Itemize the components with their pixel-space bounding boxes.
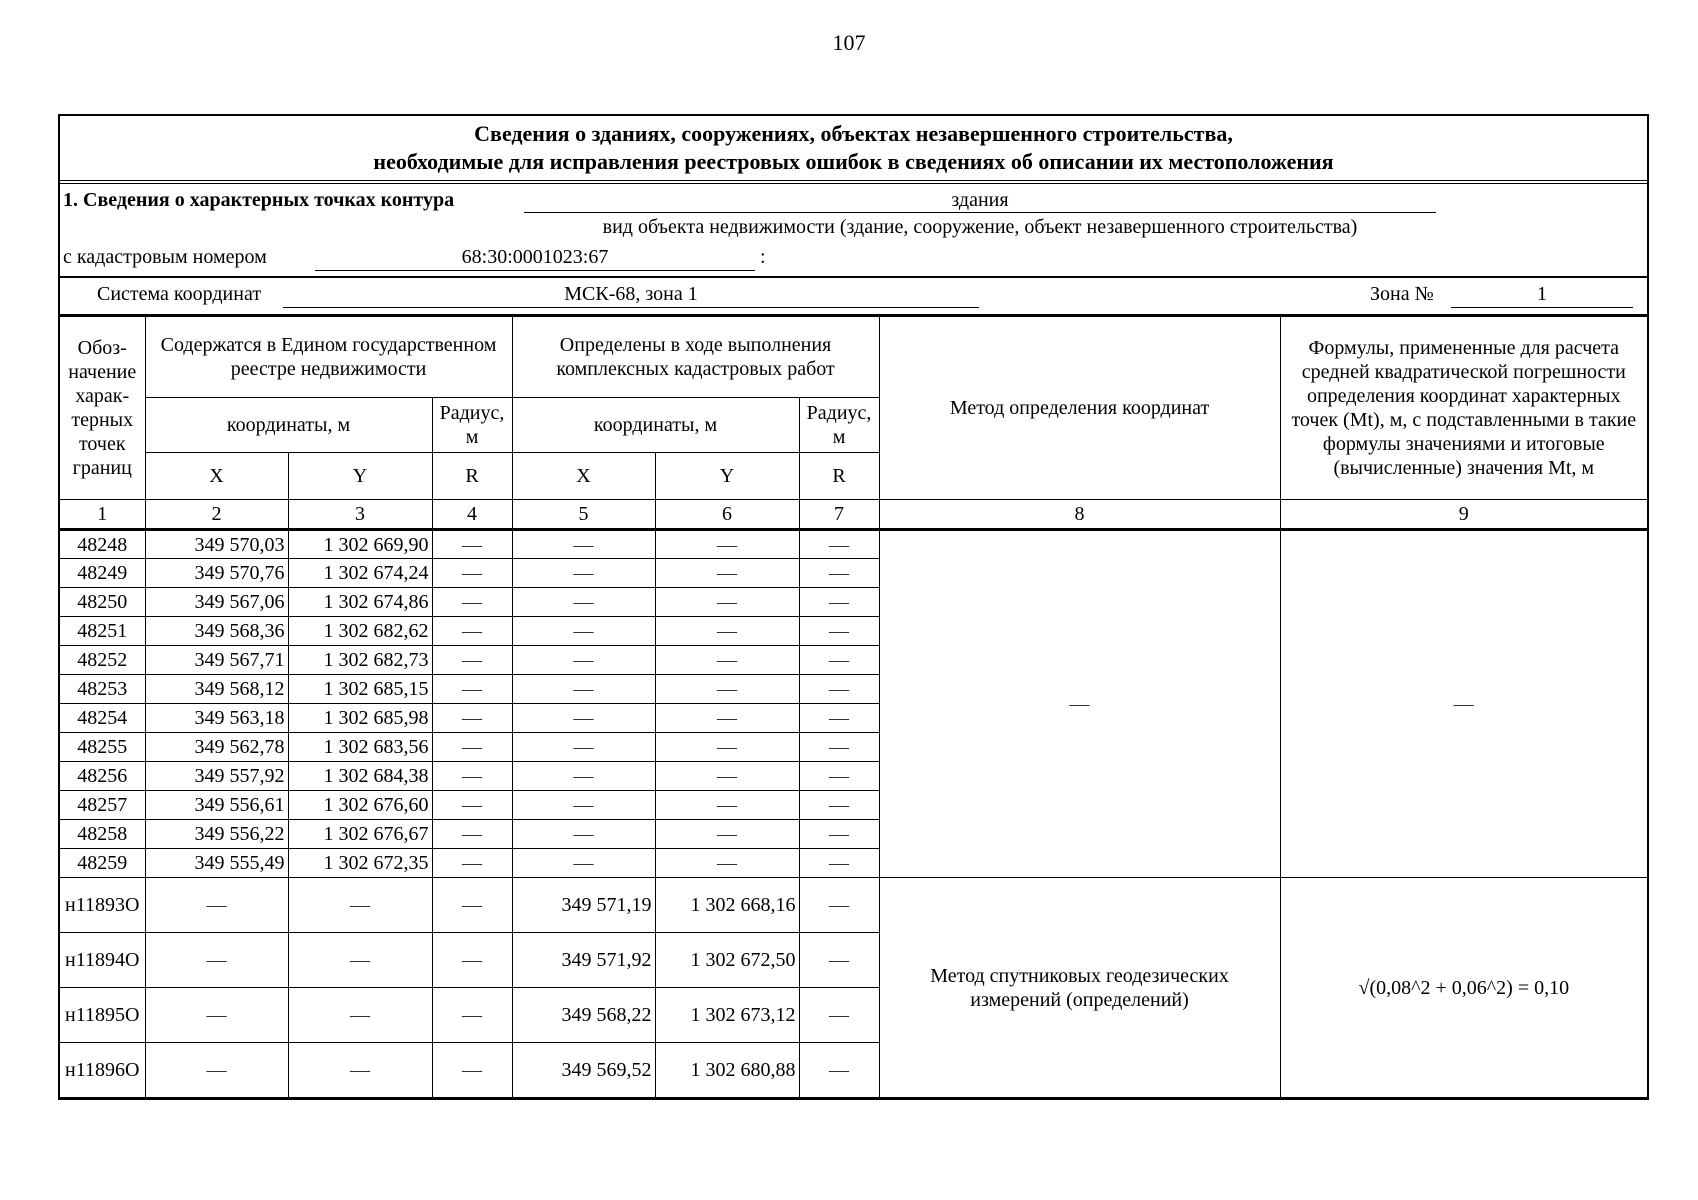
coordinate-system	[60, 278, 1647, 316]
kkr-y: 1 302 680,88	[655, 1043, 799, 1098]
cadastral-underline	[315, 270, 755, 271]
header-formula: Формулы, примененные для расчета средней квадратической погрешности определения координат характерных точек (Mt), м, с подставленными в такие формулы значениями и итоговые (вычисленные) значения Mt, м	[1280, 317, 1647, 500]
cadastral-number: 68:30:0001023:67	[461, 246, 609, 268]
empty-value: —	[432, 933, 512, 988]
header-kkr-x: X	[512, 453, 655, 500]
cadastral-suffix: :	[760, 246, 766, 268]
empty-value: —	[655, 762, 799, 791]
document-frame	[58, 114, 1649, 1100]
empty-value: —	[432, 849, 512, 878]
empty-value: —	[432, 791, 512, 820]
zone-underline	[1451, 307, 1633, 308]
empty-value: —	[799, 559, 879, 588]
egrn-x: 349 570,76	[145, 559, 288, 588]
point-id: 48257	[60, 791, 145, 820]
header-egrn-coords: координаты, м	[145, 398, 432, 453]
empty-value: —	[432, 559, 512, 588]
empty-value: —	[145, 1043, 288, 1098]
kkr-x: 349 571,92	[512, 933, 655, 988]
col-number: 3	[288, 500, 432, 530]
point-id: 48248	[60, 530, 145, 559]
col-number: 8	[879, 500, 1280, 530]
col-number: 9	[1280, 500, 1647, 530]
point-id: 48250	[60, 588, 145, 617]
empty-value: —	[655, 617, 799, 646]
empty-value: —	[432, 617, 512, 646]
egrn-y: 1 302 676,67	[288, 820, 432, 849]
empty-value: —	[799, 733, 879, 762]
point-id: 48258	[60, 820, 145, 849]
egrn-y: 1 302 683,56	[288, 733, 432, 762]
kkr-x: 349 569,52	[512, 1043, 655, 1098]
point-id: 48259	[60, 849, 145, 878]
col-number: 5	[512, 500, 655, 530]
egrn-x: 349 556,61	[145, 791, 288, 820]
coord-system-underline	[283, 307, 979, 308]
empty-value: —	[799, 617, 879, 646]
header-kkr-y: Y	[655, 453, 799, 500]
kkr-y: 1 302 672,50	[655, 933, 799, 988]
empty-value: —	[655, 588, 799, 617]
empty-value: —	[799, 646, 879, 675]
empty-value: —	[432, 675, 512, 704]
empty-value: —	[799, 791, 879, 820]
title-line-2: необходимые для исправления реестровых ошибок в сведениях об описании их местоположения	[373, 149, 1334, 174]
kkr-y: 1 302 668,16	[655, 878, 799, 933]
coord-system-label: Система координат	[97, 283, 262, 305]
egrn-x: 349 556,22	[145, 820, 288, 849]
empty-value: —	[432, 733, 512, 762]
new-formula: √(0,08^2 + 0,06^2) = 0,10	[1280, 878, 1647, 1098]
egrn-x: 349 563,18	[145, 704, 288, 733]
header-egrn: Содержатся в Едином государственном реестре недвижимости	[145, 317, 512, 398]
existing-formula: —	[1280, 530, 1647, 878]
new-method: Метод спутниковых геодезических измерений (определений)	[879, 878, 1280, 1098]
point-id: 48254	[60, 704, 145, 733]
title-line-1: Сведения о зданиях, сооружениях, объектах незавершенного строительства,	[474, 121, 1233, 146]
empty-value: —	[432, 1043, 512, 1098]
egrn-y: 1 302 684,38	[288, 762, 432, 791]
header-egrn-r: R	[432, 453, 512, 500]
empty-value: —	[288, 1043, 432, 1098]
object-kind-value: здания	[951, 189, 1009, 211]
header-point-id: Обоз-начение харак-терных точек границ	[60, 317, 145, 500]
existing-points	[60, 530, 1647, 878]
point-id: 48249	[60, 559, 145, 588]
egrn-y: 1 302 674,24	[288, 559, 432, 588]
empty-value: —	[799, 704, 879, 733]
empty-value: —	[288, 933, 432, 988]
egrn-y: 1 302 676,60	[288, 791, 432, 820]
empty-value: —	[655, 704, 799, 733]
object-info	[60, 184, 1647, 278]
empty-value: —	[799, 762, 879, 791]
empty-value: —	[655, 675, 799, 704]
empty-value: —	[655, 733, 799, 762]
egrn-y: 1 302 685,15	[288, 675, 432, 704]
empty-value: —	[288, 878, 432, 933]
empty-value: —	[799, 1043, 879, 1098]
egrn-x: 349 567,71	[145, 646, 288, 675]
empty-value: —	[288, 988, 432, 1043]
header-kkr-radius: Радиус, м	[799, 398, 879, 453]
new-points	[60, 878, 1647, 1098]
empty-value: —	[512, 530, 655, 559]
empty-value: —	[512, 762, 655, 791]
empty-value: —	[799, 988, 879, 1043]
empty-value: —	[512, 733, 655, 762]
col-number: 4	[432, 500, 512, 530]
empty-value: —	[432, 762, 512, 791]
col-number: 6	[655, 500, 799, 530]
egrn-x: 349 557,92	[145, 762, 288, 791]
empty-value: —	[432, 988, 512, 1043]
egrn-y: 1 302 669,90	[288, 530, 432, 559]
document-title	[60, 116, 1647, 184]
point-id: н11894О	[60, 933, 145, 988]
header-egrn-x: X	[145, 453, 288, 500]
empty-value: —	[512, 588, 655, 617]
header-egrn-radius: Радиус, м	[432, 398, 512, 453]
empty-value: —	[655, 530, 799, 559]
empty-value: —	[512, 849, 655, 878]
empty-value: —	[432, 878, 512, 933]
kkr-x: 349 571,19	[512, 878, 655, 933]
point-id: 48255	[60, 733, 145, 762]
empty-value: —	[799, 530, 879, 559]
empty-value: —	[145, 988, 288, 1043]
egrn-x: 349 568,12	[145, 675, 288, 704]
header-egrn-y: Y	[288, 453, 432, 500]
empty-value: —	[655, 849, 799, 878]
object-kind-hint: вид объекта недвижимости (здание, сооружение, объект незавершенного строительства)	[602, 216, 1358, 238]
empty-value: —	[432, 820, 512, 849]
egrn-x: 349 562,78	[145, 733, 288, 762]
empty-value: —	[655, 646, 799, 675]
point-id: 48256	[60, 762, 145, 791]
point-id: 48252	[60, 646, 145, 675]
col-number: 2	[145, 500, 288, 530]
empty-value: —	[655, 559, 799, 588]
col-number: 1	[60, 500, 145, 530]
egrn-y: 1 302 682,73	[288, 646, 432, 675]
point-id: н11896О	[60, 1043, 145, 1098]
coord-system-value: МСК-68, зона 1	[564, 283, 698, 305]
egrn-x: 349 570,03	[145, 530, 288, 559]
kkr-y: 1 302 673,12	[655, 988, 799, 1043]
empty-value: —	[512, 820, 655, 849]
egrn-y: 1 302 685,98	[288, 704, 432, 733]
empty-value: —	[655, 820, 799, 849]
empty-value: —	[432, 530, 512, 559]
zone-label: Зона №	[1370, 283, 1434, 305]
empty-value: —	[799, 820, 879, 849]
empty-value: —	[432, 704, 512, 733]
point-id: н11893О	[60, 878, 145, 933]
egrn-x: 349 568,36	[145, 617, 288, 646]
empty-value: —	[799, 675, 879, 704]
empty-value: —	[512, 675, 655, 704]
table-row	[60, 530, 1647, 559]
object-kind-underline	[524, 212, 1436, 213]
point-id: 48253	[60, 675, 145, 704]
empty-value: —	[145, 878, 288, 933]
kkr-x: 349 568,22	[512, 988, 655, 1043]
egrn-x: 349 567,06	[145, 588, 288, 617]
points-table	[60, 316, 1647, 1098]
empty-value: —	[655, 791, 799, 820]
egrn-y: 1 302 672,35	[288, 849, 432, 878]
zone-value: 1	[1537, 283, 1547, 305]
empty-value: —	[512, 617, 655, 646]
egrn-y: 1 302 682,62	[288, 617, 432, 646]
point-id: 48251	[60, 617, 145, 646]
cadastral-label: с кадастровым номером	[63, 246, 267, 268]
empty-value: —	[799, 933, 879, 988]
empty-value: —	[432, 588, 512, 617]
empty-value: —	[799, 878, 879, 933]
table-row	[60, 878, 1647, 933]
empty-value: —	[799, 849, 879, 878]
empty-value: —	[145, 933, 288, 988]
page-number: 107	[832, 30, 866, 55]
empty-value: —	[799, 588, 879, 617]
header-method: Метод определения координат	[879, 317, 1280, 500]
section-heading: 1. Сведения о характерных точках контура	[63, 189, 455, 211]
empty-value: —	[432, 646, 512, 675]
header-kkr-coords: координаты, м	[512, 398, 799, 453]
empty-value: —	[512, 704, 655, 733]
empty-value: —	[512, 646, 655, 675]
empty-value: —	[512, 559, 655, 588]
header-kkr-r: R	[799, 453, 879, 500]
point-id: н11895О	[60, 988, 145, 1043]
header-kkr: Определены в ходе выполнения комплексных кадастровых работ	[512, 317, 879, 398]
empty-value: —	[512, 791, 655, 820]
existing-method: —	[879, 530, 1280, 878]
egrn-x: 349 555,49	[145, 849, 288, 878]
col-number: 7	[799, 500, 879, 530]
egrn-y: 1 302 674,86	[288, 588, 432, 617]
